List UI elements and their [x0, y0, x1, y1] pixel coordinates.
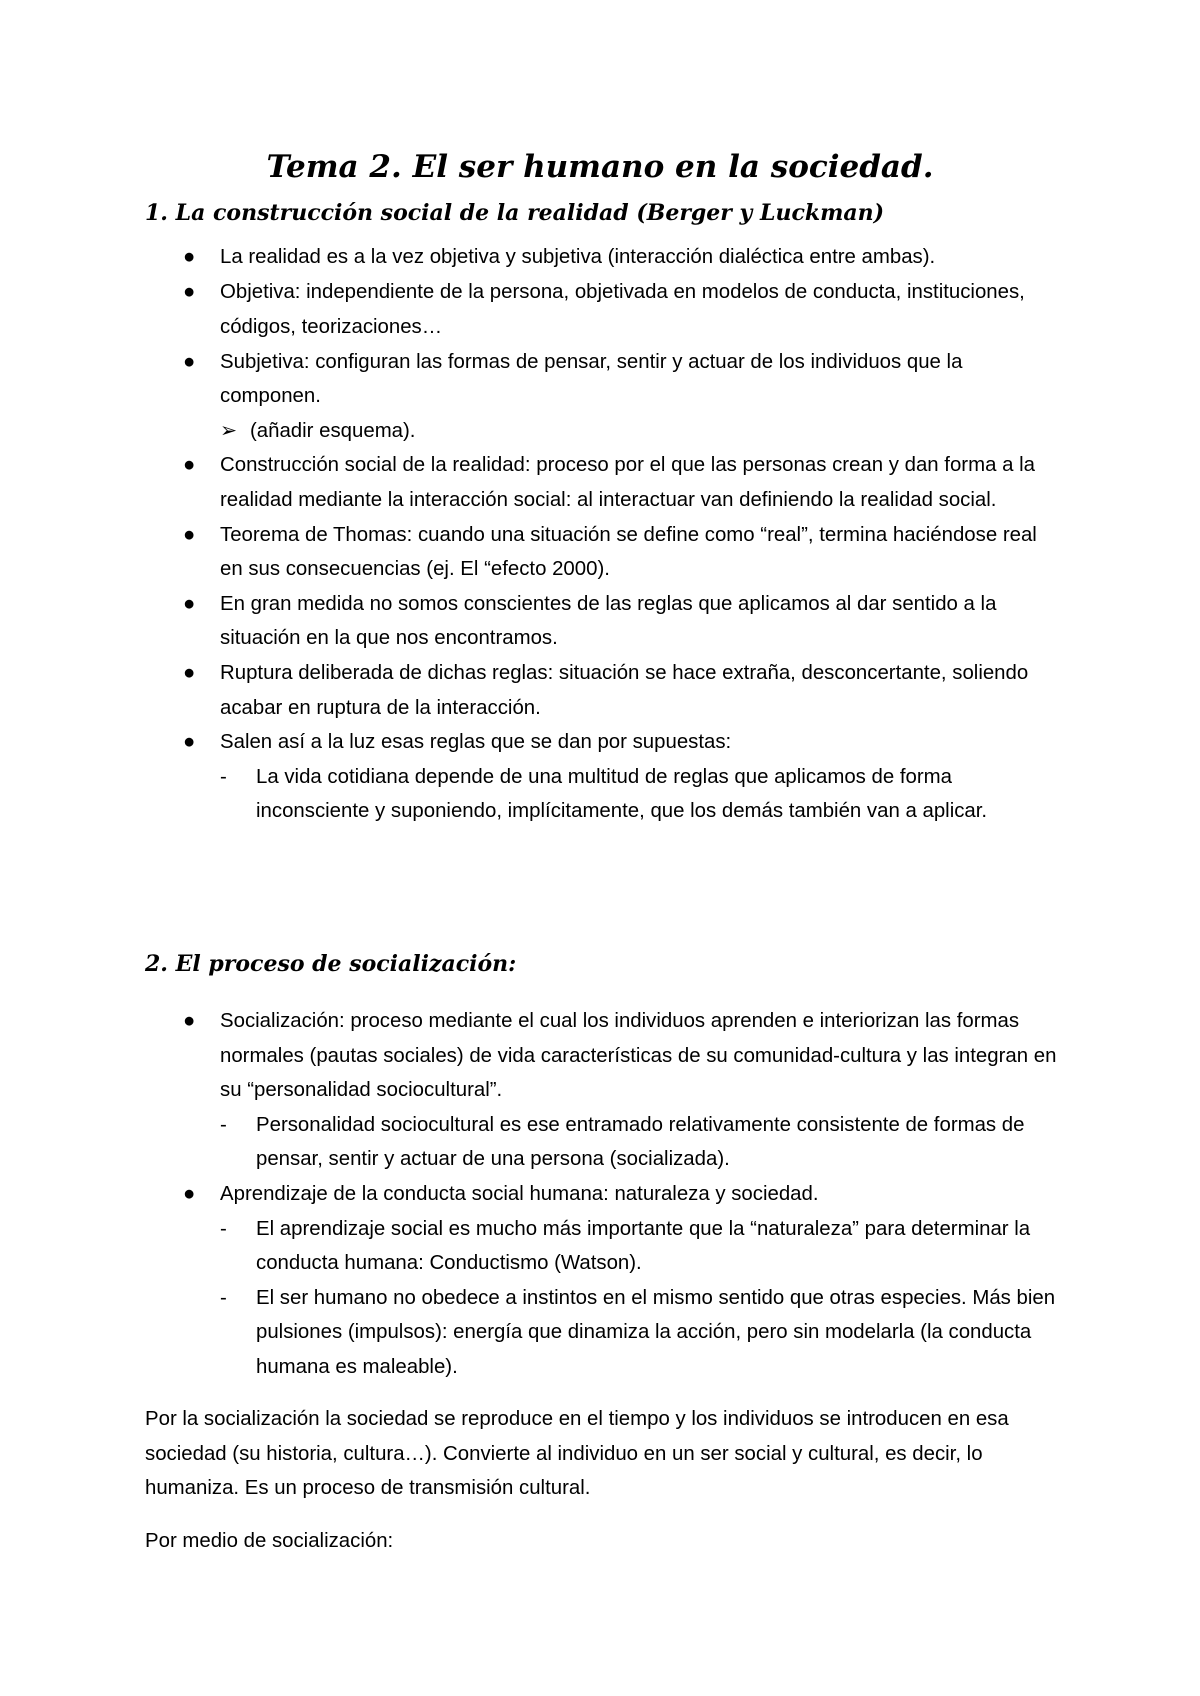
document-title: Tema 2. El ser humano en la sociedad.: [266, 149, 934, 185]
arrow-icon: ➢: [220, 419, 238, 442]
list-item: ● Ruptura deliberada de dichas reglas: situación se hace extraña, desconcertante, soliendo acabar en ruptura de la interacción.: [0, 656, 1060, 725]
paragraph-socializacion: Por la socialización la sociedad se reproduce en el tiempo y los individuos se introducen en esa sociedad (su historia, cultura…). Convierte al individuo en un ser social y cultural, es decir, lo humaniza. Es un proceso de transmisión cultural.: [145, 1408, 1009, 1500]
dash-icon: -: [220, 1113, 227, 1136]
list-item: ● Construcción social de la realidad: proceso por el que las personas crean y dan forma a la realidad mediante la interacción social: al interactuar van definiendo la realidad social.: [0, 448, 1060, 517]
bullet-icon: ●: [183, 661, 196, 684]
section-2-heading: 2. El proceso de socialización:: [145, 951, 517, 977]
list-item: ● Subjetiva: configuran las formas de pensar, sentir y actuar de los individuos que la componen.: [0, 345, 1060, 414]
list-item: ● En gran medida no somos conscientes de las reglas que aplicamos al dar sentido a la situación en la que nos encontramos.: [0, 587, 1060, 656]
section-1-list: [0, 240, 1200, 829]
bullet-icon: ●: [183, 1010, 196, 1032]
bullet-icon: ●: [183, 1182, 196, 1205]
bullet-icon: ●: [183, 523, 196, 546]
list-item: ● La realidad es a la vez objetiva y subjetiva (interacción dialéctica entre ambas).: [0, 240, 1060, 275]
dash-icon: -: [220, 1286, 227, 1309]
list-item: - El aprendizaje social es mucho más importante que la “naturaleza” para determinar la conducta humana: Conductismo (Watson).: [0, 1212, 1060, 1281]
list-item: - La vida cotidiana depende de una multitud de reglas que aplicamos de forma inconsciente y suponiendo, implícitamente, que los demás también van a aplicar.: [0, 760, 1060, 829]
bullet-icon: ●: [183, 454, 196, 477]
bullet-icon: ●: [183, 246, 196, 268]
list-item: ● Socialización: proceso mediante el cual los individuos aprenden e interiorizan las formas normales (pautas sociales) de vida características de su comunidad-cultura y las integran en su “personalidad sociocultural”.: [0, 1004, 1060, 1108]
paragraph-por-medio: Por medio de socialización:: [145, 1530, 394, 1552]
list-item: - El ser humano no obedece a instintos en el mismo sentido que otras especies. Más bien pulsiones (impulsos): energía que dinamiza la acción, pero sin modelarla (la conducta humana es maleable).: [0, 1281, 1060, 1385]
section-2-list: [0, 1004, 1200, 1385]
bullet-icon: ●: [183, 350, 196, 373]
list-item: ● Teorema de Thomas: cuando una situación se define como “real”, termina haciéndose real en sus consecuencias (ej. El “efecto 2000).: [0, 518, 1060, 587]
list-item: ● Objetiva: independiente de la persona, objetivada en modelos de conducta, instituciones, códigos, teorizaciones…: [0, 275, 1060, 344]
bullet-icon: ●: [183, 731, 196, 754]
list-item: - Personalidad sociocultural es ese entramado relativamente consistente de formas de pensar, sentir y actuar de una persona (socializada).: [0, 1108, 1060, 1177]
list-item: ● Salen así a la luz esas reglas que se dan por supuestas:: [0, 725, 1060, 760]
section-1-heading: 1. La construcción social de la realidad (Berger y Luckman): [145, 200, 885, 226]
bullet-icon: ●: [183, 592, 196, 615]
list-item: ➢ (añadir esquema).: [0, 414, 1060, 449]
dash-icon: -: [220, 1217, 227, 1240]
bullet-icon: ●: [183, 281, 196, 304]
list-item: ● Aprendizaje de la conducta social humana: naturaleza y sociedad.: [0, 1177, 1060, 1212]
dash-icon: -: [220, 765, 227, 788]
